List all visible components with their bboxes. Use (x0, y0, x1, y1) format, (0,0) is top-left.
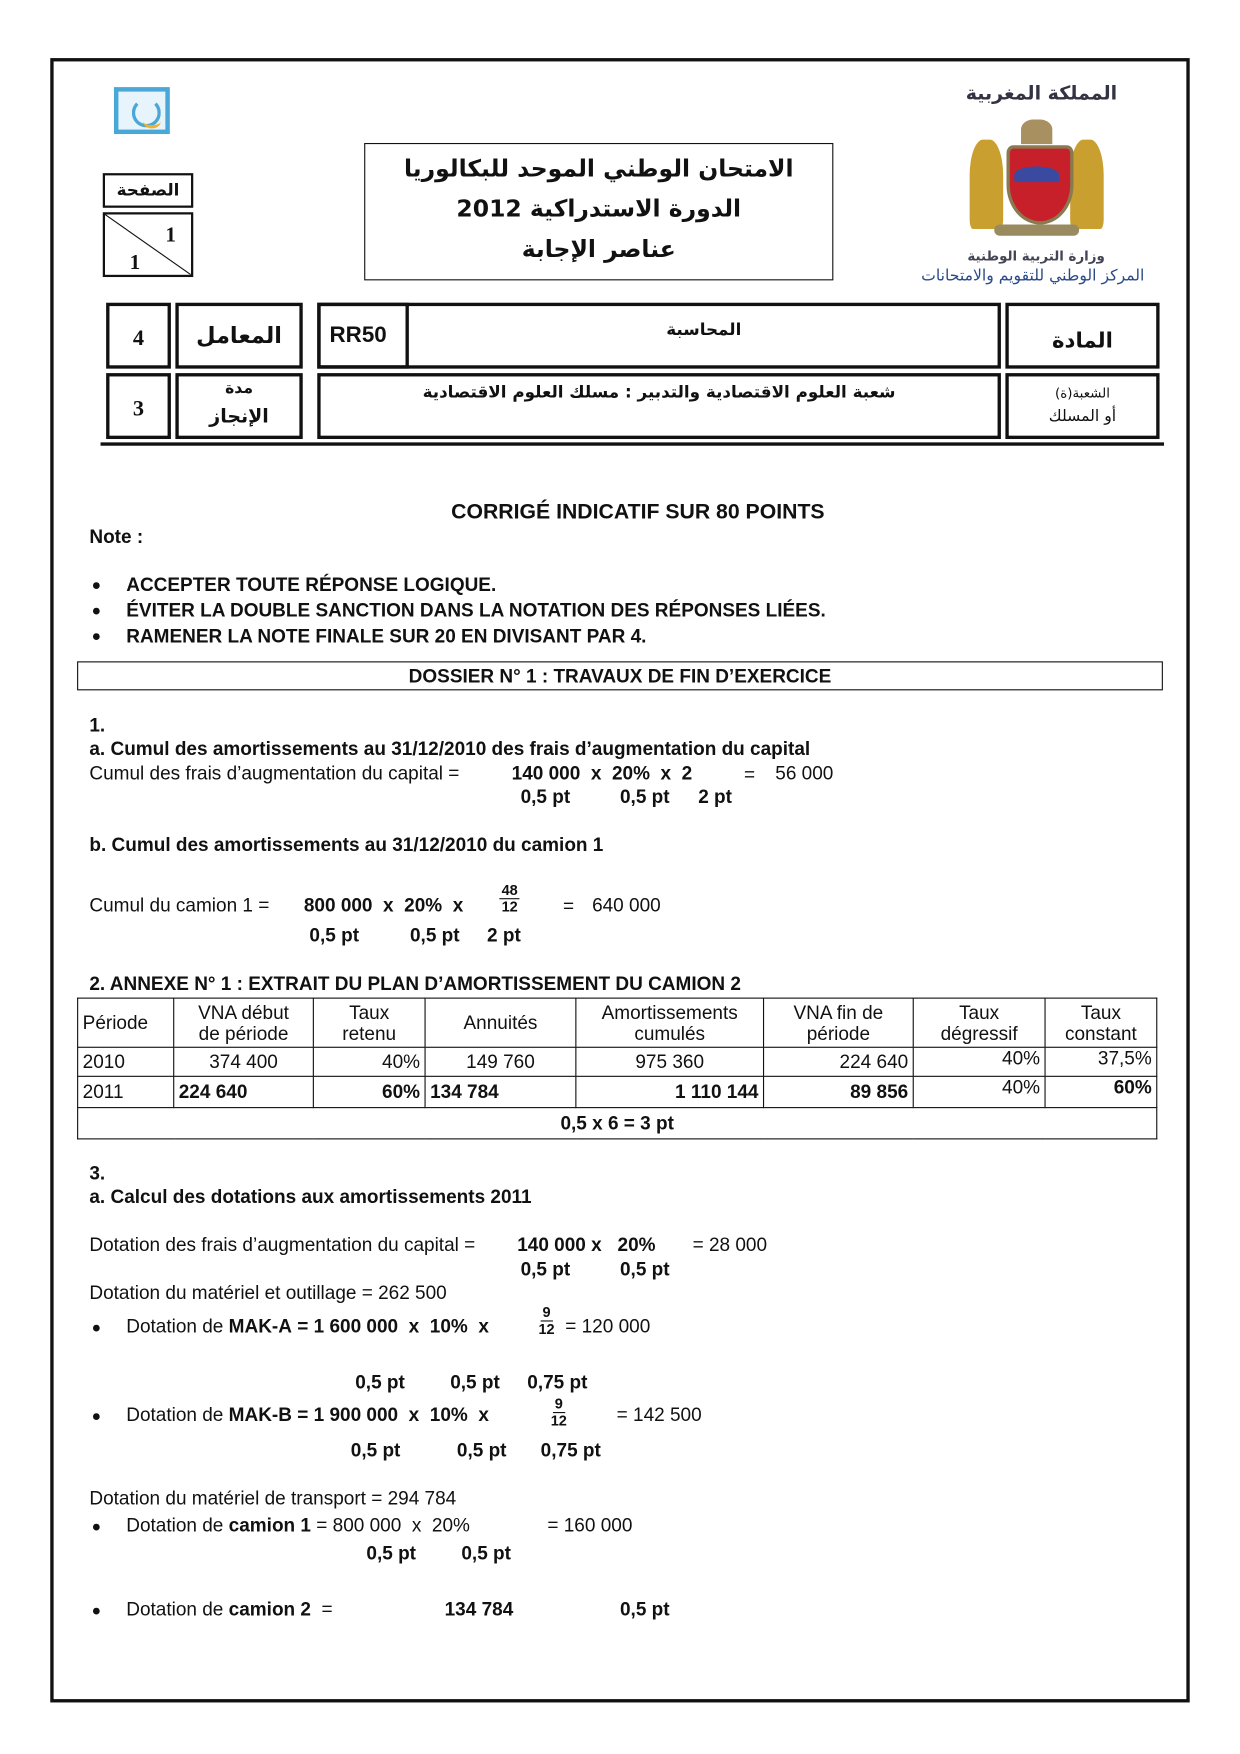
points: 0,5 pt (520, 786, 571, 808)
annex-title: 2. ANNEXE N° 1 : EXTRAIT DU PLAN D’AMORTISSEMENT DU CAMION 2 (89, 972, 741, 995)
calc-result: = 142 500 (616, 1404, 702, 1426)
note-item: ACCEPTER TOUTE RÉPONSE LOGIQUE. (126, 574, 497, 596)
header-cell: Taux constant (1045, 998, 1157, 1047)
exam-title-box (364, 143, 833, 280)
duration-value: 3 (132, 396, 145, 422)
cell: 134 784 (425, 1076, 576, 1107)
cell: 60% (313, 1076, 425, 1107)
cell: 60% (1045, 1076, 1157, 1107)
header-divider (101, 442, 1164, 445)
header-cell: Taux dégressif (913, 998, 1045, 1047)
stream-cell (317, 373, 1001, 439)
cell: 2011 (78, 1076, 174, 1107)
code-cell (317, 303, 409, 369)
subject-cell (317, 303, 1001, 369)
question-1b-title: b. Cumul des amortissements au 31/12/2010 du camion 1 (89, 834, 604, 856)
table-header-row (78, 998, 1157, 1047)
calc-label: Cumul du camion 1 = (89, 894, 270, 917)
page-number-box (103, 212, 193, 277)
equals-sign: = (743, 764, 756, 786)
table-points: 0,5 x 6 = 3 pt (78, 1108, 1157, 1139)
calc-label: Cumul des frais d’augmentation du capital = (89, 762, 460, 785)
table-footer-row (78, 1108, 1157, 1139)
equipment-total: Dotation du matériel et outillage = 262 500 (89, 1282, 447, 1304)
points: 0,5 pt (619, 1598, 670, 1620)
cell: 975 360 (576, 1047, 764, 1076)
subject-code: RR50 (329, 322, 387, 348)
calc-result: = 160 000 (547, 1514, 633, 1537)
coat-of-arms-emblem (970, 117, 1104, 240)
cell: 224 640 (174, 1076, 314, 1107)
cell: 1 110 144 (576, 1076, 764, 1107)
stream-label-2: أو المسلك (1048, 407, 1117, 426)
calc-result: = 28 000 (692, 1234, 768, 1256)
duration-value-cell (106, 373, 171, 439)
page-total: 1 (129, 251, 141, 275)
cell: 37,5% (1045, 1047, 1157, 1076)
points: 0,5 pt (409, 924, 460, 947)
header-cell: VNA fin de période (764, 998, 914, 1047)
subject-label-cell (1005, 303, 1159, 369)
header-cell: Taux retenu (313, 998, 425, 1047)
equals-sign: = (563, 895, 575, 918)
exam-page: المملكة المغربية وزارة التربية الوطنية المركز الوطني للتقويم والامتحانات الامتحان الوطني الموحد للبكالوريا الدورة الاستدراكية 2012 عناصر الإجابة الصفحة 1 1 4 المعامل RR50 المحاسبة المادة 3 مدة الإنجاز شعبة العلوم الاقتصادية والتدبير : مسلك العلوم الاقتصادية الشعبة(ة) أو المسلك CORRIGÉ INDICATIF SUR 80 POINTS Note : ● ACCEPTER TOUTE RÉPONSE LOGIQUE. ● ÉVITER LA DOUBLE SANCTION DANS LA NOTATION DES RÉPONSES LIÉES. ● RAMENER LA NOTE FINALE SUR 20 EN DIVISANT PAR 4. DOSSIER N° 1 : TRAVAUX DE FIN D’EXERCICE 1. a. Cumul des amortissements au 31/12/2010 des frais d’augmentation du capital Cumul des frais d’augmentation du capital = 140 000 x 20% x 2 = 56 000 0,5 pt 0,5 pt 2 pt b. Cumul des amortissements au 31/12/2010 du camion 1 Cumul du camion 1 = 800 000 x 20% x $\frac{48}{12}$ = 640 000 0,5 pt 0,5 pt 2 pt 2. ANNEXE N° 1 : EXTRAIT DU PLAN D’AMORTISSEMENT DU CAMION 2 Période VNA début de période Taux retenu Annuités Amortissements cumulés VNA fin de période Taux dégressif Taux constant 2010 374 400 40% 149 760 975 360 224 640 40% 37,5% 2011 224 640 60% 134 784 1 110 144 89 856 40% 60% 0,5 x 6 = 3 pt 3. a. Calcul des dotations aux amortissements 2011 Dotation des frais d’augmentation du capital = 140 000 x 20% = 28 000 0,5 pt 0,5 pt Dotation du matériel et outillage = 262 500 ● Dotation de MAK-A = 1 600 000 x 10% x $\frac{9}{12}$ = 120 000 0,5 pt 0,5 pt 0,75 pt ● Dotation de MAK-B = 1 900 000 x 10% x $\frac{9}{12}$ = 142 500 0,5 pt 0,5 pt 0,75 pt Dotation du matériel de transport = 294 784 ● Dotation de camion 1 = 800 000 x 20% = 160 000 0,5 pt 0,5 pt ● Dotation de camion 2 = 134 784 0,5 pt (0, 0, 1240, 1754)
points: 0,5 pt (456, 1439, 507, 1462)
calc-expression: 140 000 x 20% x 2 (511, 762, 693, 785)
points: 0,5 pt (619, 1258, 670, 1281)
camion-1-line: Dotation de camion 1 = 800 000 x 20% (126, 1514, 470, 1537)
transport-total: Dotation du matériel de transport = 294 784 (89, 1487, 457, 1510)
camion-2-line: Dotation de camion 2 = (126, 1598, 333, 1620)
fraction: $\frac{48}{12}$ (499, 883, 520, 915)
cell: 374 400 (174, 1047, 314, 1076)
cell: 40% (313, 1047, 425, 1076)
note-item: ÉVITER LA DOUBLE SANCTION DANS LA NOTATION DES RÉPONSES LIÉES. (126, 599, 826, 622)
subject-name: المحاسبة (666, 319, 742, 340)
question-number: 1. (89, 714, 106, 737)
points: 0,5 pt (450, 1371, 500, 1394)
exam-title-line2: الدورة الاستدراكية 2012 (456, 195, 742, 223)
mak-a-line: Dotation de MAK-A = 1 600 000 x 10% x (126, 1315, 489, 1338)
depreciation-table (77, 998, 1157, 1140)
diagonal-divider (105, 214, 191, 274)
question-3a-title: a. Calcul des dotations aux amortissements 2011 (89, 1186, 532, 1208)
mak-b-line: Dotation de MAK-B = 1 900 000 x 10% x (126, 1404, 489, 1426)
calc-result: = 120 000 (565, 1315, 651, 1338)
question-number: 3. (89, 1162, 106, 1185)
dossier-title: DOSSIER N° 1 : TRAVAUX DE FIN D’EXERCICE (408, 665, 832, 688)
coefficient-value: 4 (132, 326, 145, 351)
points: 0,75 pt (527, 1371, 588, 1394)
stream-label-1: الشعبة(ة) (1054, 385, 1110, 402)
coefficient-label: المعامل (196, 321, 282, 349)
exam-title-line1: الامتحان الوطني الموحد للبكالوريا (403, 155, 794, 183)
exam-title-line3: عناصر الإجابة (521, 235, 676, 263)
points: 0,5 pt (350, 1439, 401, 1462)
dossier-header (77, 661, 1163, 690)
header-cell: Annuités (425, 998, 576, 1047)
calc-result: 640 000 (592, 894, 661, 917)
stream-label-cell (1005, 373, 1159, 439)
fraction: $\frac{9}{12}$ (538, 1303, 555, 1338)
calc-result: 56 000 (775, 762, 834, 785)
header-cell: Amortissements cumulés (576, 998, 764, 1047)
coefficient-label-cell (175, 303, 302, 369)
points: 0,5 pt (619, 786, 670, 808)
note-label: Note : (89, 526, 144, 548)
page-current: 1 (165, 223, 176, 247)
points: 0,5 pt (309, 924, 360, 947)
points: 2 pt (487, 924, 521, 947)
cell: 2010 (78, 1047, 174, 1076)
table-row (78, 1047, 1157, 1076)
calc-label: Dotation des frais d’augmentation du capital = (89, 1234, 476, 1256)
calc-expression: 140 000 x 20% (517, 1234, 656, 1256)
ministry-label: وزارة التربية الوطنية (967, 247, 1105, 264)
evaluation-center-label: المركز الوطني للتقويم والامتحانات (921, 266, 1145, 285)
calc-expression: 800 000 x 20% x (303, 894, 464, 917)
duration-label-2: الإنجاز (209, 405, 269, 428)
note-item: RAMENER LA NOTE FINALE SUR 20 EN DIVISANT PAR 4. (126, 625, 647, 647)
cell: 40% (913, 1047, 1045, 1076)
cell: 149 760 (425, 1047, 576, 1076)
institution-logo (114, 87, 170, 134)
calc-result: 134 784 (444, 1598, 514, 1620)
page-label: الصفحة (116, 179, 180, 200)
stream-name: شعبة العلوم الاقتصادية والتدبير : مسلك العلوم الاقتصادية (422, 382, 896, 403)
duration-label-1: مدة (225, 379, 254, 398)
points: 2 pt (698, 786, 732, 808)
fraction: $\frac{9}{12}$ (550, 1395, 567, 1429)
cell: 89 856 (764, 1076, 914, 1107)
cell: 40% (913, 1076, 1045, 1107)
header-cell: Période (78, 998, 174, 1047)
duration-label-cell (175, 373, 302, 439)
cell: 224 640 (764, 1047, 914, 1076)
points: 0,75 pt (540, 1439, 601, 1462)
points: 0,5 pt (366, 1542, 417, 1564)
subject-label: المادة (1052, 328, 1113, 354)
header-cell: VNA début de période (174, 998, 314, 1047)
points: 0,5 pt (461, 1542, 511, 1564)
kingdom-label: المملكة المغربية (965, 82, 1118, 106)
question-1a-title: a. Cumul des amortissements au 31/12/2010 des frais d’augmentation du capital (89, 738, 811, 760)
table-row (78, 1076, 1157, 1107)
points: 0,5 pt (520, 1258, 571, 1281)
coefficient-value-cell (106, 303, 171, 369)
page-label-box (103, 173, 193, 208)
points: 0,5 pt (355, 1371, 405, 1394)
grading-title: CORRIGÉ INDICATIF SUR 80 POINTS (451, 500, 825, 524)
